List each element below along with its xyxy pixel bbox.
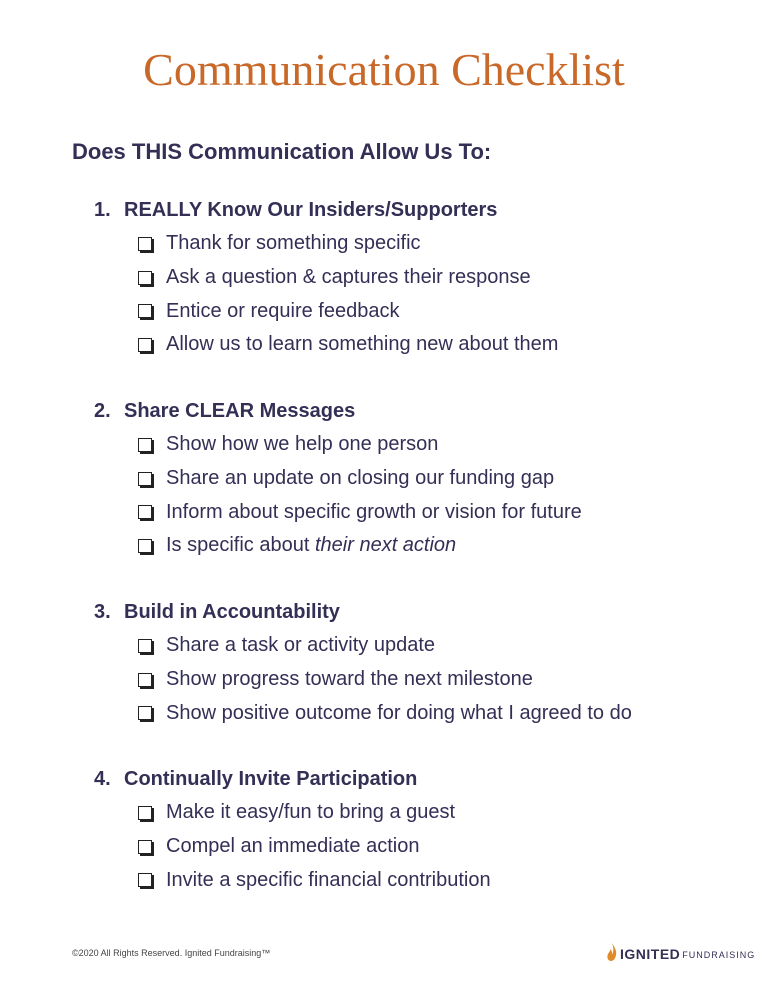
section-4: [94, 763, 491, 897]
checkbox-icon[interactable]: [138, 806, 152, 820]
section-heading-text: Share CLEAR Messages: [124, 400, 356, 422]
checklist-item: [136, 462, 582, 496]
page-subtitle: Does THIS Communication Allow Us To:: [72, 139, 492, 164]
item-text: Show how we help one person: [166, 433, 439, 456]
checklist-item: [136, 529, 582, 563]
section-number: 1.: [94, 199, 111, 221]
checklist-item: [136, 663, 632, 697]
item-text: Show progress toward the next milestone: [166, 668, 533, 691]
checklist-item: [136, 696, 632, 730]
section-heading: [94, 395, 582, 428]
checkbox-icon[interactable]: [138, 873, 152, 887]
checklist-item: [136, 796, 491, 830]
item-text: Entice or require feedback: [166, 299, 400, 322]
section-heading-text: REALLY Know Our Insiders/Supporters: [124, 199, 498, 221]
checklist-item: [136, 294, 558, 328]
item-text: Inform about specific growth or vision for future: [166, 500, 582, 523]
checklist-item: [136, 227, 558, 261]
section-heading-text: Continually Invite Participation: [124, 768, 418, 790]
item-text: Compel an immediate action: [166, 835, 420, 858]
item-emphasis: their next action: [314, 534, 457, 557]
section-heading: [94, 194, 558, 227]
checkbox-icon[interactable]: [138, 338, 152, 352]
checkbox-icon[interactable]: [138, 271, 152, 285]
checklist-item: [136, 863, 491, 897]
item-text: Make it easy/fun to bring a guest: [166, 801, 456, 824]
item-text: Ask a question & captures their response: [166, 266, 531, 289]
checkbox-icon[interactable]: [138, 840, 152, 854]
checkbox-icon[interactable]: [138, 706, 152, 720]
section-number: 4.: [94, 768, 111, 790]
section-1: [94, 194, 558, 362]
item-text: Share a task or activity update: [166, 634, 436, 657]
item-text: Is specific about: [166, 534, 310, 557]
item-text: Thank for something specific: [166, 232, 421, 255]
page-title: Communication Checklist: [143, 44, 625, 95]
checkbox-icon[interactable]: [138, 639, 152, 653]
ignited-fundraising-logo: [606, 938, 755, 962]
section-heading: [94, 596, 632, 629]
checkbox-icon[interactable]: [138, 472, 152, 486]
logo-fundraising-text: FUNDRAISING: [682, 950, 756, 960]
checklist-item: [136, 629, 632, 663]
section-heading-text: Build in Accountability: [124, 601, 340, 623]
checklist-item: [136, 328, 558, 362]
section-number: 2.: [94, 400, 111, 422]
flame-icon: [606, 942, 618, 962]
checkbox-icon[interactable]: [138, 539, 152, 553]
logo-ignited-text: IGNITED: [620, 946, 681, 962]
checkbox-icon[interactable]: [138, 438, 152, 452]
checklist-item: [136, 495, 582, 529]
checklist-item: [136, 830, 491, 864]
checkbox-icon[interactable]: [138, 304, 152, 318]
checkbox-icon[interactable]: [138, 505, 152, 519]
item-text: Invite a specific financial contribution: [166, 868, 491, 891]
item-text: Show positive outcome for doing what I agreed to do: [166, 701, 632, 724]
section-3: [94, 596, 632, 730]
copyright-footer: ©2020 All Rights Reserved. Ignited Fundraising™: [72, 948, 271, 958]
checklist-item: [136, 261, 558, 295]
section-2: [94, 395, 582, 563]
checkbox-icon[interactable]: [138, 237, 152, 251]
section-number: 3.: [94, 601, 111, 623]
checklist-item: [136, 428, 582, 462]
checkbox-icon[interactable]: [138, 673, 152, 687]
section-heading: [94, 763, 491, 796]
item-text: Share an update on closing our funding gap: [166, 467, 555, 490]
item-text: Allow us to learn something new about them: [166, 333, 559, 356]
